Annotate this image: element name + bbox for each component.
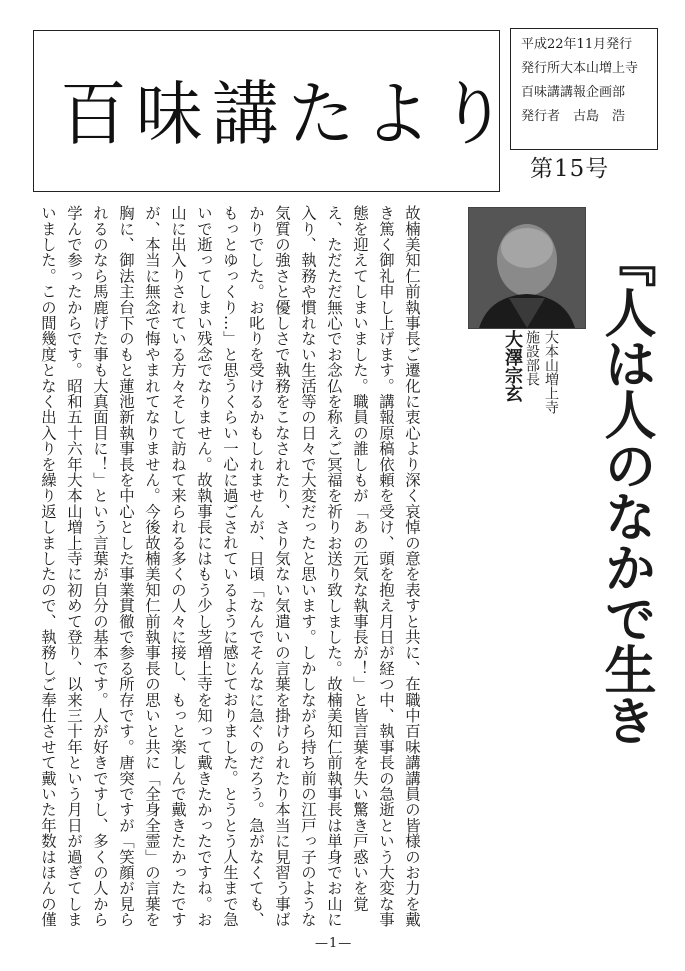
caption-line: 施設部長: [524, 330, 540, 386]
info-line: 平成22年11月発行: [521, 37, 633, 52]
photo-caption: [470, 330, 560, 450]
article-body: 故楠美知仁前執事長ご遷化に衷心より深く哀悼の意を表すと共に、在職中百味講講員の皆様のお力を戴き篤く御礼申し上げます。講報原稿依頼を受け、頭を抱え月日が経つ中、執事長の急逝という大変な事態を迎えてしまいました。職員の誰しもが「あの元気な執事長が！」と皆言葉を失い驚き戸惑いを覚え、ただただ無心でお念仏を称えご冥福を祈りお送り致しました。故楠美知仁前執事長は単身でお山に入り、執務や慣れない生活等の日々で大変だったと思います。しかしながら持ち前の江戸っ子のような気質の強さと優しさで執務をこなされたり、さり気ない気遣いの言葉を掛けられたり本当に見習う事ばかりでした。お叱りを受けるかもしれませんが、日頃「なんでそんなに急ぐのだろう。急がなくても、もっとゆっくり…」と思うくらい一心に過ごされているように感じておりました。とうとう人生まで急いで逝ってしまい残念でなりません。故執事長にはもう少し芝増上寺を知って戴きたかったですね。お山に出入りされている方々そして訪ねて来られる多くの人々に接し、もっと楽しんで戴きたかったですが、本当に無念で悔やまれてなりません。今後故楠美知仁前執事長の思いと共に「全身全霊」の言葉を胸に、御法主台下のもと蓮池新執事長を中心とした事業貫徹で参る所存です。唐突ですが「笑顔が見られるのなら馬鹿げた事も大真面目に！」という言葉が自分の基本です。人が好きですし、多くの人から学んで参ったからです。昭和五十六年大本山増上寺に初めて登り、以来三十年という月日が過ぎてしまいました。この間幾度となく出入りを繰り返しましたので、執務しご奉仕させて戴いた年数はほんの僅: [39, 205, 421, 928]
portrait-photo: [468, 207, 586, 329]
info-line: 発行者 古島 浩: [521, 109, 626, 124]
info-line: 発行所大本山増上寺: [521, 61, 639, 76]
issue-number: 第15号: [530, 156, 610, 182]
publication-info-box: [510, 28, 658, 150]
masthead-title: 百味講たより: [60, 73, 516, 155]
headline: 『人は人のなかで生き: [595, 235, 655, 745]
caption-name: 大澤宗玄: [502, 330, 523, 402]
page-number: —1—: [315, 936, 353, 951]
caption-line: 大本山増上寺: [543, 330, 559, 414]
info-line: 百味講講報企画部: [521, 85, 626, 100]
portrait-illustration: [469, 208, 585, 328]
